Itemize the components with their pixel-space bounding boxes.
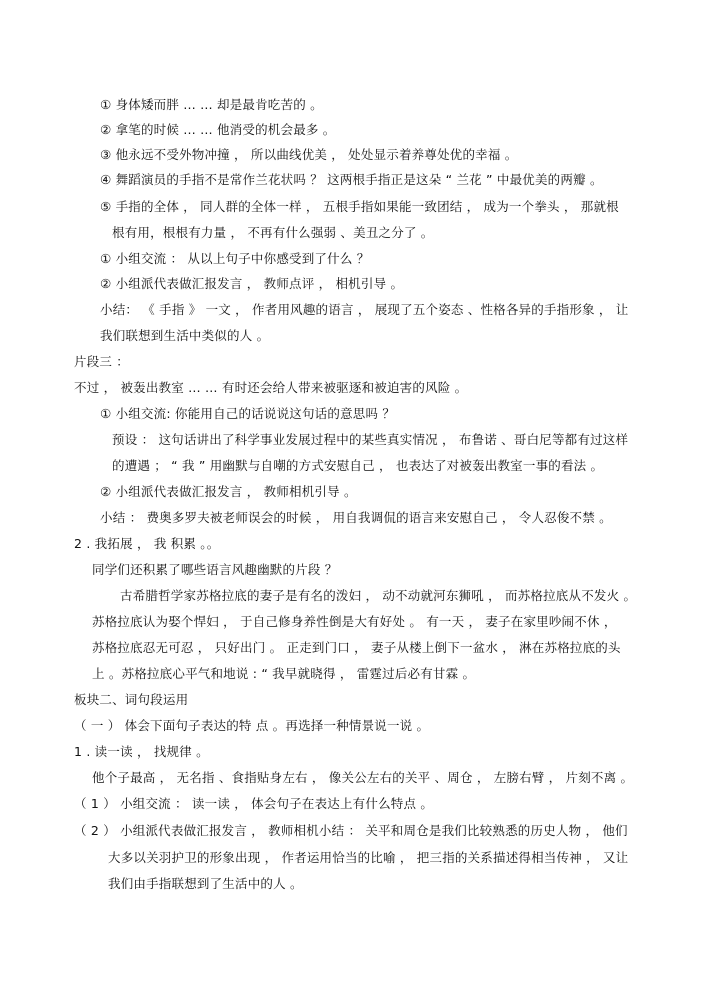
section-heading: 板块二、词句段运用 <box>74 692 189 707</box>
text-line: ① 小组交流: 你能用自己的话说说这句话的意思吗 ？ <box>100 406 396 421</box>
text-line: 他个子最高 ， 无名指 、食指贴身左右 ， 像关公左右的关平 、周仓 ， 左膀右臂 ， 片刻不离 。 <box>92 770 634 785</box>
text-line: 2 . 我拓展 ， 我 积累 。。 <box>74 536 220 551</box>
text-line: 我们由手指联想到了生活中的人 。 <box>108 876 303 891</box>
text-line: ② 小组派代表做汇报发言 ， 教师相机引导 。 <box>100 484 357 499</box>
text-line: 小结： 《 手指 》 一文 ， 作者用风趣的语言 ， 展现了五个姿态 、性格各异的手指形象 ， 让 <box>100 302 629 317</box>
text-line: 同学们还积累了哪些语言风趣幽默的片段 ？ <box>92 562 338 577</box>
text-line: （ 1 ） 小组交流 ： 读一读 ， 体会句子在表达上有什么特点 。 <box>74 796 434 811</box>
text-line: ④ 舞蹈演员的手指不是常作兰花状吗 ？ 这两根手指正是这朵 “ 兰花 ” 中最优美的两瓣 。 <box>100 172 603 187</box>
text-line: 上 。苏格拉底心平气和地说 : “ 我早就晓得 ， 雷霆过后必有甘霖 。 <box>92 666 476 681</box>
text-line: ③ 他永远不受外物冲撞 ， 所以曲线优美 ， 处处显示着养尊处优的幸福 。 <box>100 147 518 162</box>
text-line: ② 拿笔的时候 … … 他消受的机会最多 。 <box>100 122 336 137</box>
text-line: ⑤ 手指的全体 ， 同人群的全体一样 ， 五根手指如果能一致团结 ， 成为一个拳头 ， 那就根 <box>100 199 619 214</box>
text-line: 根有用，根根有力量 ， 不再有什么强弱 、美丑之分了 。 <box>112 225 434 240</box>
text-line: 的遭遇 ； “ 我 ” 用幽默与自嘲的方式安慰自己 ， 也表达了对被轰出教室一事的看法 。 <box>112 458 604 473</box>
text-line: 大多以关羽护卫的形象出现 ， 作者运用恰当的比喻 ， 把三指的关系描述得相当传神 ， 又让 <box>108 850 629 865</box>
text-line: 预设 ： 这句话讲出了科学事业发展过程中的某些真实情况 ， 布鲁诺 、哥白尼等都有过这样 <box>112 432 629 447</box>
text-line: ① 小组交流 ： 从以上句子中你感受到了什么 ？ <box>100 251 370 266</box>
text-line: （ 2 ） 小组派代表做汇报发言 ， 教师相机小结 ： 关平和周仓是我们比较熟悉的历史人物 ， 他们 <box>74 823 628 838</box>
text-line: （ 一 ） 体会下面句子表达的特 点 。再选择一种情景说一说 。 <box>74 718 430 733</box>
text-line: 苏格拉底忍无可忍 ， 只好出门 。 正走到门口 ， 妻子从楼上倒下一盆水 ， 淋在苏格拉底的头 <box>92 640 621 655</box>
text-line: 我们联想到生活中类似的人 。 <box>100 328 270 343</box>
text-line: ① 身体矮而胖 … … 却是最肯吃苦的 。 <box>100 97 323 112</box>
text-line: 苏格拉底认为娶个悍妇 ， 于自己修身养性倒是大有好处 。 有一天 ， 妻子在家里吵闹不休 ， <box>92 614 617 629</box>
text-line: 1 . 读一读 ， 找规律 。 <box>74 744 209 759</box>
text-line: ② 小组派代表做汇报发言 ， 教师点评 ， 相机引导 。 <box>100 276 404 291</box>
text-line: 不过 ， 被轰出教室 … … 有时还会给人带来被驱逐和被迫害的风险 。 <box>74 380 468 395</box>
section-heading: 片段三 ： <box>74 354 129 369</box>
text-line: 小结 ： 费奥多罗夫被老师误会的时候 ， 用自我调侃的语言来安慰自己 ， 令人忍俊不禁 。 <box>100 510 612 525</box>
text-line: 古希腊哲学家苏格拉底的妻子是有名的泼妇 ， 动不动就河东狮吼 ， 而苏格拉底从不发火 。 <box>120 588 637 603</box>
